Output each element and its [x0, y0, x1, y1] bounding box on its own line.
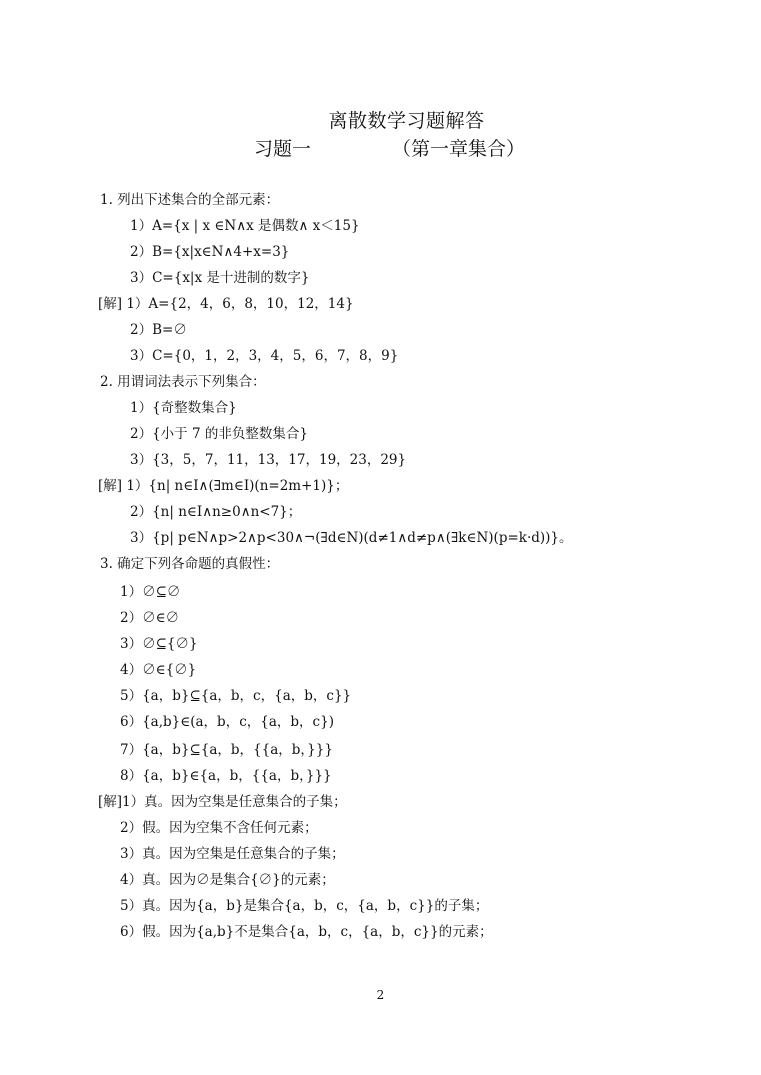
page-number: 2 — [376, 988, 385, 1002]
text-line: 6）{a,b}∈(a，b，c，{a，b，c}) — [120, 714, 334, 730]
text-line: 3）{p| p∈N∧p>2∧p<30∧¬(∃d∈N)(d≠1∧d≠p∧(∃k∈N)(p=k·d))}。 — [130, 530, 573, 546]
text-line: 1）A={x | x ∈N∧x 是偶数∧ x＜15} — [130, 218, 360, 234]
text-line: 2）{n| n∈I∧n≥0∧n<7}； — [130, 504, 302, 520]
text-line: 1）∅⊆∅ — [120, 584, 181, 600]
text-line: 3）{3，5，7，11，13，17，19，23，29} — [130, 452, 407, 468]
text-line: 1. 列出下述集合的全部元素： — [100, 192, 280, 208]
text-line: 4）∅∈{∅} — [120, 662, 197, 678]
text-line: 3）C={0，1，2，3，4，5，6，7，8，9} — [130, 348, 399, 364]
text-line: 5）真。因为{a，b}是集合{a，b，c，{a，b，c}}的子集； — [120, 898, 489, 914]
chapter-label: 习题一 — [254, 138, 312, 160]
text-line: 3）∅⊆{∅} — [120, 636, 198, 652]
document-title: 离散数学习题解答 — [328, 110, 485, 132]
text-line: 2）B={x|x∈N∧4+x=3} — [130, 244, 290, 260]
text-line: 6）假。因为{a,b}不是集合{a，b，c，{a，b，c}}的元素； — [120, 924, 493, 940]
text-line: 3）真。因为空集是任意集合的子集； — [120, 846, 345, 862]
text-line: 8）{a，b}∈{a，b，{{a，b，}}} — [120, 768, 332, 784]
text-line: 2）B=∅ — [130, 322, 187, 338]
text-line: [解] 1）{n| n∈I∧(∃m∈I)(n=2m+1)}； — [98, 478, 349, 494]
text-line: 2）{小于 7 的非负整数集合} — [130, 426, 308, 442]
text-line: 3. 确定下列各命题的真假性： — [100, 556, 280, 572]
text-line: 2）∅∈∅ — [120, 610, 180, 626]
text-line: 4）真。因为∅是集合{∅}的元素； — [120, 872, 335, 888]
text-line: 2）假。因为空集不含任何元素； — [120, 820, 318, 836]
text-line: 5）{a，b}⊆{a，b，c，{a，b，c}} — [120, 688, 352, 704]
text-line: 3）C={x|x 是十进制的数字} — [130, 270, 310, 286]
text-line: [解] 1）A={2，4，6，8，10，12，14} — [98, 296, 354, 312]
chapter-name: （第一章集合） — [392, 138, 526, 160]
text-line: 1）{奇整数集合} — [130, 400, 237, 416]
text-line: [解]1）真。因为空集是任意集合的子集； — [98, 794, 347, 810]
text-line: 2. 用谓词法表示下列集合： — [100, 374, 266, 390]
text-line: 7）{a，b}⊆{a，b，{{a，b，}}} — [120, 742, 333, 758]
